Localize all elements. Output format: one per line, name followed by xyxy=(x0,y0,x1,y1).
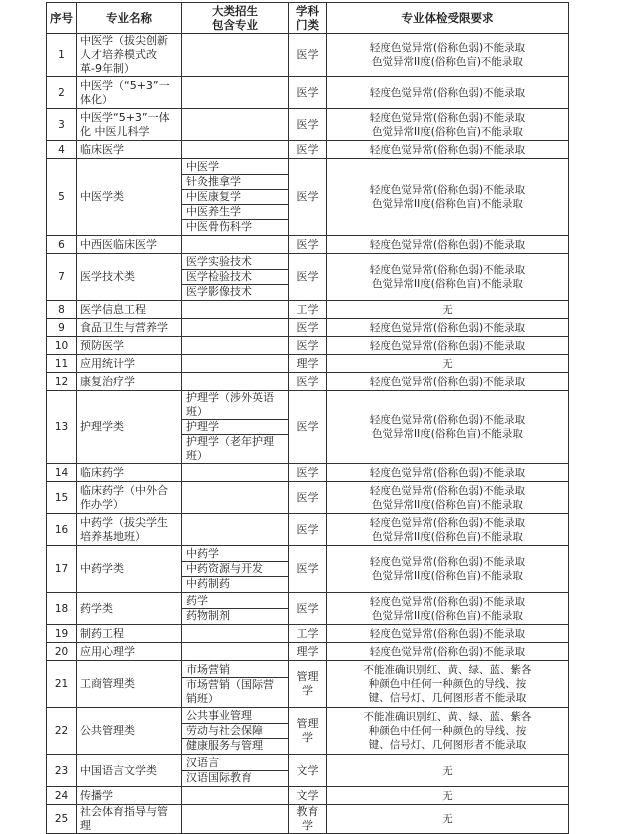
exam-requirement xyxy=(327,708,569,755)
sub-majors xyxy=(182,77,289,109)
requirement-line: 色觉异常II度(俗称色盲)不能录取 xyxy=(372,56,523,68)
subject-category: 医学 xyxy=(289,514,327,546)
sub-major-item: 市场营销 xyxy=(186,662,230,676)
sub-major-item: 护理学 xyxy=(182,419,288,434)
subject-category: 医学 xyxy=(289,159,327,236)
major-name: 应用统计学 xyxy=(77,355,182,373)
exam-requirement xyxy=(327,301,569,319)
row-index: 3 xyxy=(47,109,77,141)
sub-majors xyxy=(182,301,289,319)
row-index: 12 xyxy=(47,373,77,391)
requirement-line: 轻度色觉异常(俗称色弱)不能录取 xyxy=(369,375,526,388)
requirement-line: 色觉异常II度(俗称色盲)不能录取 xyxy=(372,570,523,582)
requirement-line: 轻度色觉异常(俗称色弱)不能录取 xyxy=(369,111,526,124)
row-index: 11 xyxy=(47,355,77,373)
subject-category: 工学 xyxy=(289,625,327,643)
requirement-line: 无 xyxy=(442,303,453,316)
sub-major-list xyxy=(182,594,288,623)
sub-majors xyxy=(182,373,289,391)
subject-category: 文学 xyxy=(289,787,327,805)
subject-category: 教育学 xyxy=(289,805,327,834)
subject-category: 管理学 xyxy=(289,708,327,755)
subject-category: 医学 xyxy=(289,337,327,355)
requirement-line: 轻度色觉异常(俗称色弱)不能录取 xyxy=(369,516,526,529)
header-cat-line2: 门类 xyxy=(296,18,319,32)
requirement-line: 轻度色觉异常(俗称色弱)不能录取 xyxy=(369,466,526,479)
major-name: 医学技术类 xyxy=(77,254,182,301)
row-index: 8 xyxy=(47,301,77,319)
major-name: 中医学“5+3”一体化 中医儿科学 xyxy=(77,109,182,141)
header-requirements: 专业体检受限要求 xyxy=(327,3,569,34)
major-name: 工商管理类 xyxy=(77,661,182,708)
sub-majors xyxy=(182,625,289,643)
requirement-line: 不能准确识别红、黄、绿、蓝、紫各 xyxy=(363,711,532,723)
sub-major-item: 中医养生学 xyxy=(182,204,288,219)
sub-majors xyxy=(182,109,289,141)
exam-requirement xyxy=(327,593,569,625)
table-row xyxy=(47,109,569,141)
table-row xyxy=(47,254,569,301)
requirement-line: 色觉异常II度(俗称色盲)不能录取 xyxy=(372,530,523,543)
requirement-line: 轻度色觉异常(俗称色弱)不能录取 xyxy=(369,184,526,196)
major-requirements-table xyxy=(46,2,569,834)
requirement-line: 无 xyxy=(442,357,453,370)
sub-major-item: 医学检验技术 xyxy=(182,269,288,284)
sub-majors xyxy=(182,546,289,593)
row-index: 25 xyxy=(47,805,77,834)
subject-category: 医学 xyxy=(289,141,327,159)
requirement-line: 轻度色觉异常(俗称色弱)不能录取 xyxy=(369,42,526,54)
exam-requirement xyxy=(327,254,569,301)
table-row xyxy=(47,708,569,755)
sub-major-item: 汉语言 xyxy=(186,756,219,769)
subject-category: 医学 xyxy=(289,593,327,625)
row-index: 2 xyxy=(47,77,77,109)
sub-major-item: 针灸推拿学 xyxy=(182,174,288,189)
sub-majors xyxy=(182,514,289,546)
sub-major-list xyxy=(182,663,288,706)
sub-majors xyxy=(182,355,289,373)
exam-requirement xyxy=(327,355,569,373)
sub-major-item: 中药学 xyxy=(186,547,219,560)
row-index: 6 xyxy=(47,236,77,254)
table-row xyxy=(47,355,569,373)
exam-requirement xyxy=(327,391,569,464)
requirement-line: 无 xyxy=(442,764,453,777)
table-row xyxy=(47,319,569,337)
exam-requirement xyxy=(327,661,569,708)
requirement-line: 轻度色觉异常(俗称色弱)不能录取 xyxy=(369,627,526,640)
sub-major-list xyxy=(182,756,288,785)
exam-requirement xyxy=(327,755,569,787)
subject-category: 医学 xyxy=(289,391,327,464)
sub-majors xyxy=(182,141,289,159)
major-name: 食品卫生与营养学 xyxy=(77,319,182,337)
requirement-line: 轻度色觉异常(俗称色弱)不能录取 xyxy=(369,556,526,568)
requirement-line: 种颜色中任何一种颜色的导线、按 xyxy=(368,678,527,690)
sub-major-item: 汉语国际教育 xyxy=(182,770,288,785)
sub-major-item: 劳动与社会保障 xyxy=(182,723,288,738)
table-row xyxy=(47,34,569,77)
exam-requirement xyxy=(327,373,569,391)
table-row xyxy=(47,514,569,546)
sub-majors xyxy=(182,236,289,254)
sub-major-list xyxy=(182,547,288,591)
row-index: 4 xyxy=(47,141,77,159)
sub-majors xyxy=(182,319,289,337)
table-row xyxy=(47,661,569,708)
major-name: 中医学类 xyxy=(77,159,182,236)
requirement-line: 轻度色觉异常(俗称色弱)不能录取 xyxy=(369,414,526,426)
table-row xyxy=(47,141,569,159)
major-name: 中西医临床医学 xyxy=(77,236,182,254)
exam-requirement xyxy=(327,159,569,236)
row-index: 17 xyxy=(47,546,77,593)
major-name: 康复治疗学 xyxy=(77,373,182,391)
sub-major-item: 医学影像技术 xyxy=(182,284,288,299)
table-row xyxy=(47,159,569,236)
row-index: 18 xyxy=(47,593,77,625)
table-row xyxy=(47,301,569,319)
sub-major-item: 中药制药 xyxy=(182,576,288,591)
requirement-line: 轻度色觉异常(俗称色弱)不能录取 xyxy=(369,595,526,608)
row-index: 20 xyxy=(47,643,77,661)
sub-majors xyxy=(182,34,289,77)
exam-requirement xyxy=(327,482,569,514)
sub-majors xyxy=(182,337,289,355)
requirement-line: 色觉异常II度(俗称色盲)不能录取 xyxy=(372,198,523,210)
table-row xyxy=(47,391,569,464)
requirement-line: 色觉异常II度(俗称色盲)不能录取 xyxy=(372,278,523,290)
exam-requirement xyxy=(327,236,569,254)
requirement-line: 轻度色觉异常(俗称色弱)不能录取 xyxy=(369,321,526,334)
table-body xyxy=(47,34,569,834)
major-name: 中医学（拔尖创新人才培养模式改革-9年制） xyxy=(77,34,182,77)
major-name: 护理学类 xyxy=(77,391,182,464)
major-name: 应用心理学 xyxy=(77,643,182,661)
table-row xyxy=(47,787,569,805)
exam-requirement xyxy=(327,643,569,661)
requirement-line: 轻度色觉异常(俗称色弱)不能录取 xyxy=(369,264,526,276)
header-sub-majors xyxy=(182,3,289,34)
table-row xyxy=(47,625,569,643)
sub-major-item: 药学 xyxy=(186,594,208,607)
major-name: 中医学（“5+3”一体化） xyxy=(77,77,182,109)
table-row xyxy=(47,337,569,355)
sub-major-item: 护理学（涉外英语班） xyxy=(186,391,274,418)
requirement-line: 轻度色觉异常(俗称色弱)不能录取 xyxy=(369,238,526,251)
exam-requirement xyxy=(327,34,569,77)
row-index: 14 xyxy=(47,464,77,482)
table-row xyxy=(47,373,569,391)
exam-requirement xyxy=(327,77,569,109)
exam-requirement xyxy=(327,625,569,643)
exam-requirement xyxy=(327,514,569,546)
major-name: 传播学 xyxy=(77,787,182,805)
row-index: 1 xyxy=(47,34,77,77)
requirement-line: 无 xyxy=(442,813,453,825)
table-row xyxy=(47,593,569,625)
requirement-line: 种颜色中任何一种颜色的导线、按 xyxy=(368,725,527,737)
sub-major-item: 药物制剂 xyxy=(182,608,288,623)
sub-major-item: 公共事业管理 xyxy=(186,709,252,722)
header-sub-line2: 包含专业 xyxy=(212,18,258,32)
row-index: 16 xyxy=(47,514,77,546)
row-index: 15 xyxy=(47,482,77,514)
sub-major-item: 中医骨伤科学 xyxy=(182,219,288,234)
subject-category: 理学 xyxy=(289,643,327,661)
row-index: 21 xyxy=(47,661,77,708)
major-name: 医学信息工程 xyxy=(77,301,182,319)
sub-major-item: 市场营销（国际营销班） xyxy=(182,677,288,706)
table-row xyxy=(47,546,569,593)
subject-category: 文学 xyxy=(289,755,327,787)
requirement-line: 轻度色觉异常(俗称色弱)不能录取 xyxy=(369,86,526,99)
requirement-line: 键、信号灯、几何图形者不能录取 xyxy=(368,739,527,751)
sub-major-list xyxy=(182,255,288,299)
sub-major-item: 中药资源与开发 xyxy=(182,561,288,576)
major-name: 公共管理类 xyxy=(77,708,182,755)
requirement-line: 无 xyxy=(442,789,453,802)
sub-major-list xyxy=(182,160,288,234)
row-index: 22 xyxy=(47,708,77,755)
requirement-line: 轻度色觉异常(俗称色弱)不能录取 xyxy=(369,143,526,156)
major-name: 预防医学 xyxy=(77,337,182,355)
table-row xyxy=(47,236,569,254)
sub-majors xyxy=(182,254,289,301)
subject-category: 理学 xyxy=(289,355,327,373)
subject-category: 医学 xyxy=(289,546,327,593)
header-sub-line1: 大类招生 xyxy=(212,4,258,18)
exam-requirement xyxy=(327,319,569,337)
row-index: 13 xyxy=(47,391,77,464)
sub-major-item: 健康服务与管理 xyxy=(182,738,288,753)
table-row xyxy=(47,643,569,661)
requirement-line: 轻度色觉异常(俗称色弱)不能录取 xyxy=(369,339,526,352)
exam-requirement xyxy=(327,805,569,834)
header-index: 序号 xyxy=(47,3,77,34)
sub-major-item: 医学实验技术 xyxy=(186,255,252,268)
exam-requirement xyxy=(327,109,569,141)
sub-majors xyxy=(182,159,289,236)
subject-category: 医学 xyxy=(289,373,327,391)
sub-majors xyxy=(182,755,289,787)
requirement-line: 色觉异常II度(俗称色盲)不能录取 xyxy=(372,428,523,440)
major-name: 社会体育指导与管理 xyxy=(77,805,182,834)
sub-majors xyxy=(182,787,289,805)
subject-category: 医学 xyxy=(289,464,327,482)
major-name: 制药工程 xyxy=(77,625,182,643)
major-name: 临床药学 xyxy=(77,464,182,482)
exam-requirement xyxy=(327,787,569,805)
major-name: 药学类 xyxy=(77,593,182,625)
row-index: 23 xyxy=(47,755,77,787)
major-name: 中国语言文学类 xyxy=(77,755,182,787)
table-row xyxy=(47,755,569,787)
requirement-line: 不能准确识别红、黄、绿、蓝、紫各 xyxy=(363,664,532,676)
sub-majors xyxy=(182,661,289,708)
major-name: 临床药学（中外合作办学） xyxy=(77,482,182,514)
sub-major-item: 中医康复学 xyxy=(182,189,288,204)
exam-requirement xyxy=(327,464,569,482)
requirement-line: 色觉异常II度(俗称色盲)不能录取 xyxy=(372,125,523,138)
requirement-line: 轻度色觉异常(俗称色弱)不能录取 xyxy=(369,484,526,497)
row-index: 5 xyxy=(47,159,77,236)
subject-category: 医学 xyxy=(289,319,327,337)
subject-category: 管理学 xyxy=(289,661,327,708)
row-index: 9 xyxy=(47,319,77,337)
sub-major-item: 中医学 xyxy=(186,160,219,173)
sub-major-list xyxy=(182,391,288,463)
subject-category: 医学 xyxy=(289,77,327,109)
sub-majors xyxy=(182,464,289,482)
major-name: 中药学类 xyxy=(77,546,182,593)
header-cat-line1: 学科 xyxy=(296,4,319,18)
sub-major-list xyxy=(182,709,288,753)
subject-category: 医学 xyxy=(289,254,327,301)
requirement-line: 键、信号灯、几何图形者不能录取 xyxy=(368,692,527,704)
header-category xyxy=(289,3,327,34)
row-index: 19 xyxy=(47,625,77,643)
sub-majors xyxy=(182,708,289,755)
sub-majors xyxy=(182,482,289,514)
subject-category: 医学 xyxy=(289,236,327,254)
row-index: 24 xyxy=(47,787,77,805)
sub-majors xyxy=(182,805,289,834)
major-name: 临床医学 xyxy=(77,141,182,159)
exam-requirement xyxy=(327,546,569,593)
subject-category: 医学 xyxy=(289,482,327,514)
exam-requirement xyxy=(327,141,569,159)
table-row xyxy=(47,482,569,514)
row-index: 7 xyxy=(47,254,77,301)
sub-majors xyxy=(182,593,289,625)
sub-majors xyxy=(182,391,289,464)
table-row xyxy=(47,77,569,109)
requirement-line: 色觉异常II度(俗称色盲)不能录取 xyxy=(372,498,523,511)
table-row xyxy=(47,464,569,482)
subject-category: 医学 xyxy=(289,109,327,141)
requirement-line: 轻度色觉异常(俗称色弱)不能录取 xyxy=(369,645,526,658)
subject-category: 医学 xyxy=(289,34,327,77)
header-row xyxy=(47,3,569,34)
sub-major-item: 护理学（老年护理班） xyxy=(182,434,288,463)
requirement-line: 色觉异常II度(俗称色盲)不能录取 xyxy=(372,609,523,622)
exam-requirement xyxy=(327,337,569,355)
sub-majors xyxy=(182,643,289,661)
table-row xyxy=(47,805,569,834)
header-name: 专业名称 xyxy=(77,3,182,34)
row-index: 10 xyxy=(47,337,77,355)
major-name: 中药学（拔尖学生培养基地班） xyxy=(77,514,182,546)
subject-category: 工学 xyxy=(289,301,327,319)
